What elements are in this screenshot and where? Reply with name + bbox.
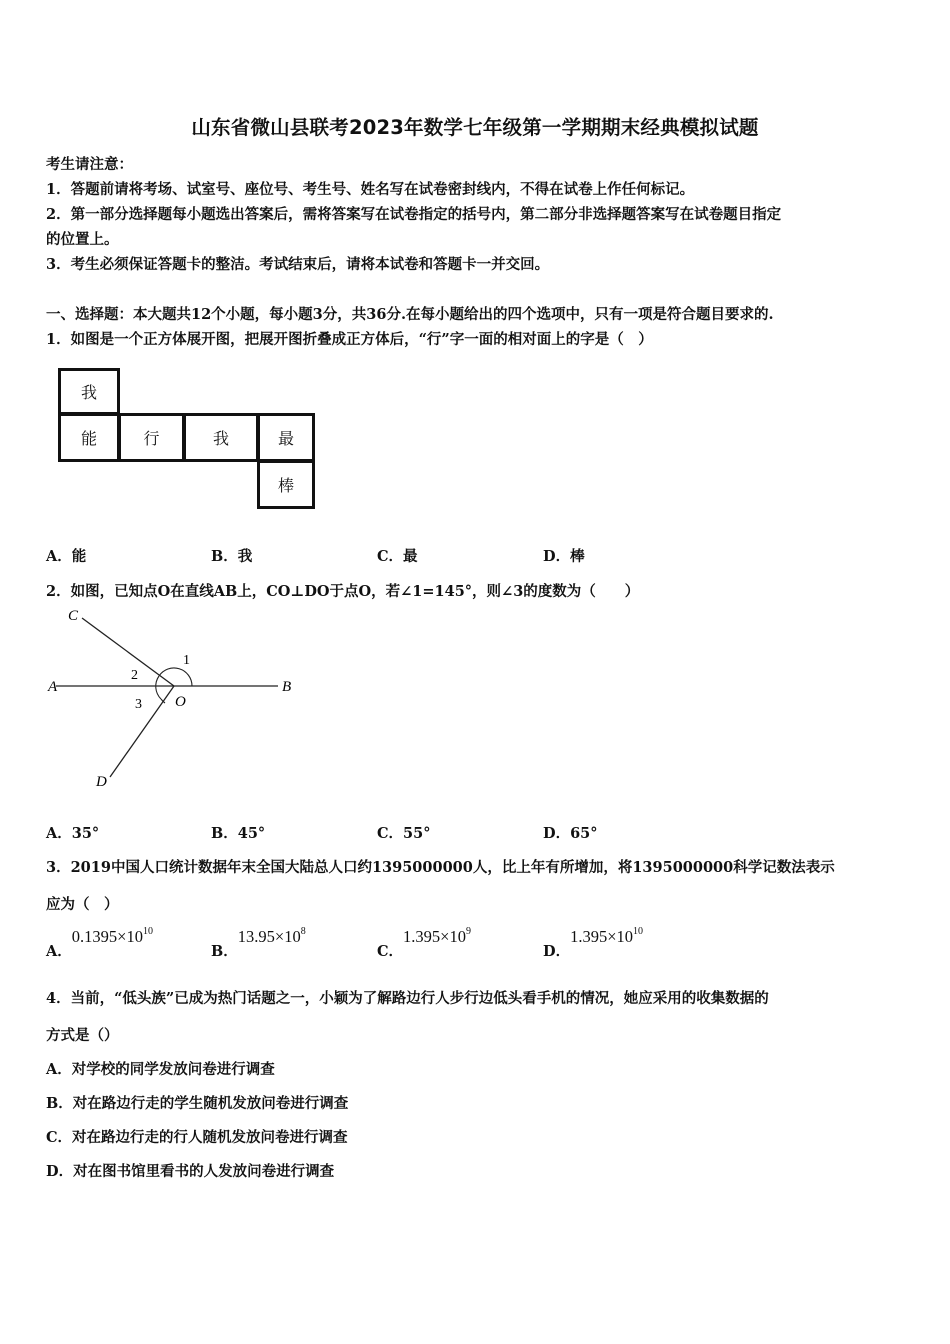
label-angle-2: 2	[131, 668, 138, 683]
label-angle-3: 3	[135, 697, 142, 712]
q3-option-c	[377, 926, 471, 960]
q3-option-c-letter: C．	[377, 943, 404, 960]
mantissa: 13.95×10	[237, 927, 301, 946]
q1-stem: 1．如图是一个正方体展开图，把展开图折叠成正方体后，“行”字一面的相对面上的字是（ ）	[46, 331, 653, 348]
mantissa: 1.395×10	[403, 927, 466, 946]
label-a: A	[48, 679, 58, 695]
q1-option-c: C．最	[377, 548, 418, 565]
q3-option-c-value	[403, 927, 471, 946]
section-heading: 一、选择题：本大题共12个小题，每小题3分，共36分.在每小题给出的四个选项中，只有一项是符合题目要求的.	[46, 306, 774, 323]
q4-option-d: D．对在图书馆里看书的人发放问卷进行调查	[46, 1163, 335, 1180]
q2-option-c: C．55°	[377, 825, 431, 842]
q4-option-a: A．对学校的同学发放问卷进行调查	[46, 1061, 275, 1078]
q3-option-b	[211, 926, 306, 960]
q3-option-b-letter: B．	[211, 943, 238, 960]
arc-angle-1	[159, 668, 192, 686]
page-title: 山东省微山县联考2023年数学七年级第一学期期末经典模拟试题	[191, 116, 759, 139]
q4-option-c: C．对在路边行走的行人随机发放问卷进行调查	[46, 1129, 348, 1146]
q4-option-b: B．对在路边行走的学生随机发放问卷进行调查	[46, 1095, 349, 1112]
label-angle-1: 1	[183, 653, 190, 668]
q3-stem-cont: 应为（ ）	[46, 896, 119, 913]
exponent: 10	[142, 926, 153, 937]
arc-angle-2	[156, 676, 161, 699]
q2-stem: 2．如图，已知点O在直线AB上，CO⊥DO于点O，若∠1=145°，则∠3的度数为（ ）	[46, 583, 640, 600]
q2-option-d: D．65°	[543, 825, 598, 842]
q4-stem-cont: 方式是（）	[46, 1027, 119, 1044]
q3-option-d	[543, 926, 644, 960]
q3-option-b-value	[238, 927, 306, 946]
net-cell: 我	[183, 413, 259, 462]
net-cell: 棒	[257, 460, 315, 509]
q1-option-a: A．能	[46, 548, 87, 565]
net-cell: 行	[118, 413, 185, 462]
q3-option-a	[46, 926, 153, 960]
exponent: 10	[633, 926, 644, 937]
q4-stem: 4．当前，“低头族”已成为热门话题之一，小颖为了解路边行人步行边低头看手机的情况，她应采用的收集数据的	[46, 990, 769, 1007]
label-d: D	[96, 774, 107, 790]
mantissa: 1.395×10	[570, 927, 634, 946]
net-cell: 能	[58, 413, 120, 462]
label-b: B	[282, 679, 292, 695]
angle-figure	[40, 602, 310, 792]
q1-option-b: B．我	[211, 548, 253, 565]
net-cell: 最	[257, 413, 315, 462]
notice-item-2-cont: 的位置上。	[46, 231, 119, 248]
net-cell: 我	[58, 368, 120, 415]
q3-option-d-letter: D．	[543, 943, 571, 960]
notice-item-2: 2．第一部分选择题每小题选出答案后，需将答案写在试卷指定的括号内，第二部分非选择题答案写在试卷题目指定	[46, 206, 782, 223]
q1-option-d: D．棒	[543, 548, 585, 565]
ray-oc	[82, 618, 174, 686]
label-o: O	[175, 694, 186, 710]
notice-heading: 考生请注意：	[46, 156, 133, 173]
q3-option-a-letter: A．	[46, 943, 72, 960]
notice-item-3: 3．考生必须保证答题卡的整洁。考试结束后，请将本试卷和答题卡一并交回。	[46, 256, 550, 273]
exponent: 9	[465, 926, 471, 937]
q2-option-b: B．45°	[211, 825, 266, 842]
ray-od	[110, 686, 174, 777]
exponent: 8	[300, 926, 306, 937]
mantissa: 0.1395×10	[71, 927, 143, 946]
q3-option-d-value	[570, 927, 643, 946]
q3-option-a-value	[72, 927, 153, 946]
q3-stem: 3．2019中国人口统计数据年末全国大陆总人口约1395000000人，比上年有所增加，将1395000000科学记数法表示	[46, 859, 835, 876]
notice-item-1: 1．答题前请将考场、试室号、座位号、考生号、姓名写在试卷密封线内，不得在试卷上作任何标记。	[46, 181, 695, 198]
label-c: C	[68, 608, 79, 624]
q2-option-a: A．35°	[46, 825, 100, 842]
